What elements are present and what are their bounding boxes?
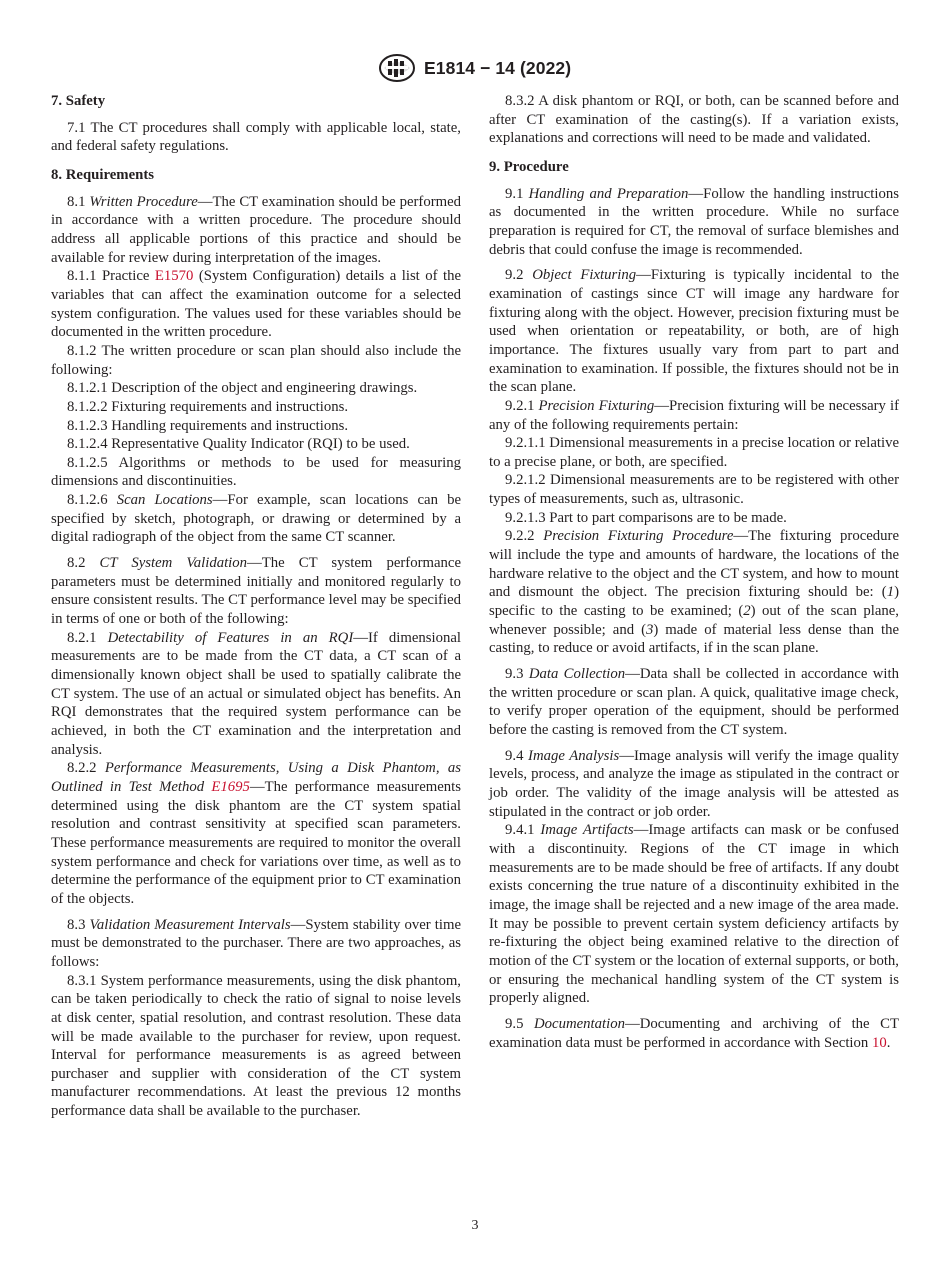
section-heading: 7. Safety — [51, 93, 106, 109]
paragraph: 9.2.2 Precision Fixturing Procedure—The fixturing procedure will include the type and amounts of hardware, the locations of the hardware relative to the object and the CT system, and how to mount and dismount the object. The precision fixturing should be: (1) specific to the casting to be examined; (2) out of the scan plane, whenever possible; and (3) made of material less dense than the casting, to reduce or avoid artifacts, if in the scan plane. — [489, 528, 900, 657]
paragraph: 8.1.1 Practice E1570 (System Configuration) details a list of the variables that can affect the examination outcome for a selected system configuration. The values used for these variables should be documented in the written procedure. — [51, 268, 461, 341]
section-link[interactable]: 10 — [871, 1034, 887, 1051]
list-item: 8.1.2.1 Description of the object and engineering drawings. — [67, 380, 418, 397]
section-heading: 8. Requirements — [51, 166, 154, 183]
paragraph: 8.3.2 A disk phantom or RQI, or both, can be scanned before and after CT examination of the casting(s). If a variation exists, explanations and corrections will need to be made and validated. — [489, 93, 899, 147]
paragraph: 8.1 Written Procedure—The CT examination should be performed in accordance with a written procedure. The procedure should address all applicable portions of this practice and should be available for review during interpretation of the images. — [51, 193, 462, 266]
list-item: 8.1.2.5 Algorithms or methods to be used for measuring dimensions and discontinuities. — [51, 454, 461, 490]
document-designation: E1814 − 14 (2022) — [424, 58, 572, 78]
paragraph: 8.3 Validation Measurement Intervals—System stability over time must be demonstrated to the purchaser. There are two approaches, as follows: — [51, 916, 462, 970]
left-column — [51, 92, 461, 1121]
list-item: 9.2.1.1 Dimensional measurements in a precise location or relative to a precise plane, or both, are specified. — [489, 435, 899, 470]
page-number: 3 — [471, 1218, 479, 1233]
reference-link[interactable]: E1570 — [154, 268, 194, 285]
paragraph: 9.3 Data Collection—Data shall be collected in accordance with the written procedure or scan plan. A quick, qualitative image check, to verify proper operation of the equipment, should be performed before the casting is removed from the CT system. — [489, 666, 899, 738]
paragraph: 9.4.1 Image Artifacts—Image artifacts can mask or be confused with a discontinuity. Regions of the CT image in which measurements are to be made should be free of artifacts. If any doubt exists concerning the true nature of a discontinuity exhibited in the image, the image shall be rejected and a new image of the area made. It may be possible to prevent certain system deficiency artifacts by re-fixturing the object being examined relative to the direction of motion of the CT system or the location of external supports, or both, or ensuring the mechanical handling system of the CT system is properly aligned. — [489, 822, 899, 1007]
list-item: 8.1.2.2 Fixturing requirements and instructions. — [67, 398, 349, 415]
list-item: 8.1.2.3 Handling requirements and instructions. — [67, 417, 349, 434]
list-item: 9.2.1.2 Dimensional measurements are to be registered with other types of measurements, such as, ultrasonic. — [489, 472, 899, 508]
right-column — [489, 92, 899, 1052]
paragraph: 8.3.1 System performance measurements, using the disk phantom, can be taken periodically to check the ratio of signal to noise levels at disk center, spatial resolution, and contrast resolution. These data will be made available to the purchaser for review, upon request. Interval for performance measurements is as agreed between purchaser and supplier with consideration of the CT system manufacturer recommendations. At least the previous 12 months performance data shall be available to the purchaser. — [51, 972, 461, 1120]
paragraph: 7.1 The CT procedures shall comply with applicable local, state, and federal safety regulations. — [51, 119, 461, 155]
paragraph: 9.4 Image Analysis—Image analysis will verify the image quality levels, process, and analyze the image as stipulated in the contract or job order. The validity of the image analysis will be attested as stipulated in the contract or job order. — [489, 747, 900, 820]
paragraph: 8.2 CT System Validation—The CT system performance parameters must be determined initially and monitored regularly to ensure consistent results. The CT performance level may be specified in terms of one or both of the following: — [51, 555, 461, 628]
paragraph: 8.2.2 Performance Measurements, Using a Disk Phantom, as Outlined in Test Method E1695—The performance measurements determined using the disk phantom are the CT system spatial resolution and contrast sensitivity at specified scan parameters. These performance measurements are required to monitor the overall system performance and check for variations over time, as well as to determine the performance of the equipment prior to CT examination of the objects. — [51, 760, 462, 907]
list-item: 9.2.1.3 Part to part comparisons are to be made. — [505, 509, 787, 526]
paragraph: 9.2.1 Precision Fixturing—Precision fixturing will be necessary if any of the following requirements pertain: — [489, 397, 899, 433]
paragraph: 9.1 Handling and Preparation—Follow the handling instructions as documented in the written procedure. While no surface preparation is required for CT, the removal of surface blemishes and debris that could confuse the image is recommended. — [489, 185, 899, 258]
list-item: 8.1.2.6 Scan Locations—For example, scan locations can be specified by sketch, photograph, or drawing or determined by a digital radiograph of the object from the same CT scanner. — [51, 492, 462, 546]
paragraph: 9.2 Object Fixturing—Fixturing is typically incidental to the examination of castings since CT will image any hardware for fixturing along with the object. However, precision fixturing must be used when orientation or repeatability, or both, are of high importance. The fixtures usually vary from part to part and examination to examination. If possible, the fixtures should not be in the scan plane. — [489, 267, 899, 396]
list-item: 8.1.2.4 Representative Quality Indicator (RQI) to be used. — [67, 436, 410, 453]
paragraph: 8.1.2 The written procedure or scan plan should also include the following: — [51, 342, 461, 378]
paragraph: 9.5 Documentation—Documenting and archiving of the CT examination data must be performed in accordance with Section 10. — [489, 1015, 899, 1051]
reference-link[interactable]: E1695 — [211, 778, 250, 795]
paragraph: 8.2.1 Detectability of Features in an RQI—If dimensional measurements are to be made from the CT data, a CT scan of a dimensionally known object shall be used to spatially calibrate the CT system. The use of an actual or simulated object has benefits. An RQI demonstrates that the required system performance can be achieved, in both the CT examination and the interpretation and analysis. — [51, 629, 461, 758]
section-heading: 9. Procedure — [489, 158, 569, 175]
astm-logo-icon — [378, 52, 416, 84]
page-header — [0, 52, 950, 86]
